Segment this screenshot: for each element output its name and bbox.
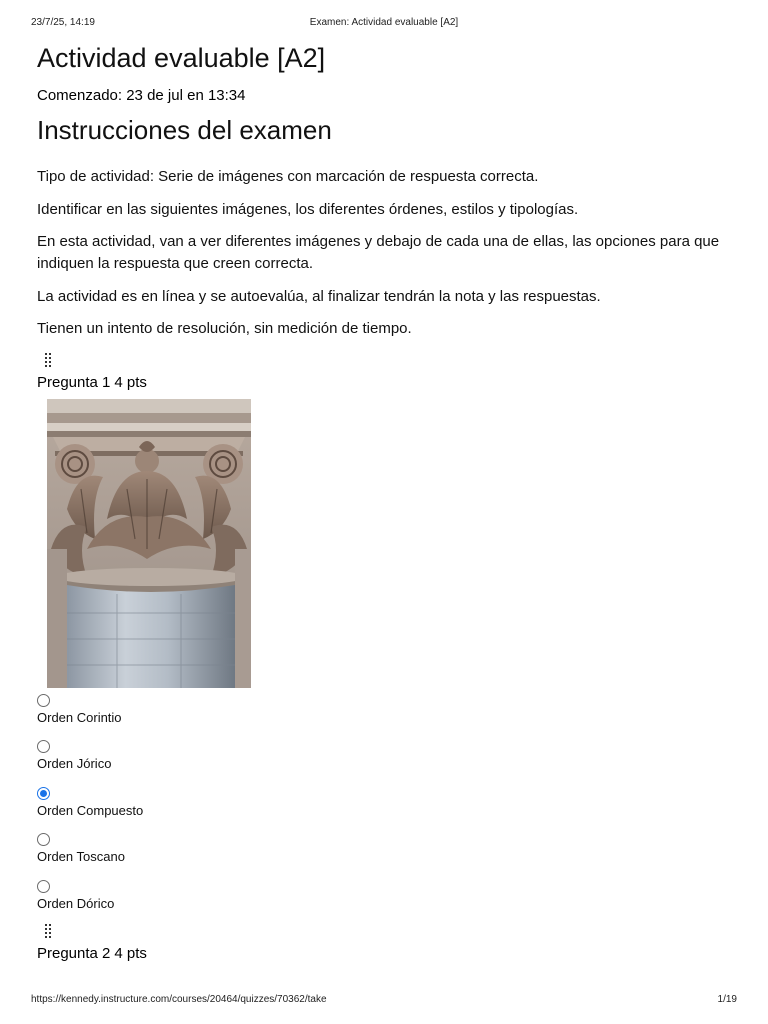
answer-label: Orden Jórico <box>37 756 112 771</box>
quiz-title: Actividad evaluable [A2] <box>37 43 326 73</box>
answer-option <box>37 880 727 927</box>
answer-option <box>37 833 727 880</box>
corinthian-capital-image <box>47 399 251 688</box>
drag-handle-icon[interactable] <box>39 922 59 942</box>
instructions-body <box>37 166 727 340</box>
question-header <box>37 944 727 964</box>
answer-label: Orden Dórico <box>37 895 115 911</box>
question-points: 4 pts <box>114 373 147 391</box>
answer-radio-corintio[interactable] <box>37 694 50 707</box>
print-url: https://kennedy.instructure.com/courses/20464/quizzes/70362/take <box>31 994 327 1005</box>
instruction-paragraph: Identificar en las siguientes imágenes, los diferentes órdenes, estilos y tipologías. <box>37 200 579 218</box>
answer-label: Orden Toscano <box>37 849 125 864</box>
quiz-started-time: Comenzado: 23 de jul en 13:34 <box>37 87 246 104</box>
question-number: Pregunta 1 <box>37 373 111 391</box>
question-number: Pregunta 2 <box>37 945 111 962</box>
answer-label: Orden Corintio <box>37 709 122 725</box>
question-header <box>37 373 727 393</box>
answer-option <box>37 787 727 834</box>
question-2 <box>37 922 727 964</box>
answer-option <box>37 694 727 741</box>
answer-radio-toscano[interactable] <box>37 833 50 846</box>
answer-radio-compuesto[interactable] <box>37 787 50 800</box>
instruction-paragraph: La actividad es en línea y se autoevalúa, al finalizar tendrán la nota y las respuestas. <box>37 287 601 305</box>
drag-handle-icon[interactable] <box>39 351 59 371</box>
answer-option <box>37 740 727 787</box>
answer-label: Orden Compuesto <box>37 802 144 818</box>
print-header <box>0 17 768 31</box>
print-page-number: 1/19 <box>717 994 737 1005</box>
question-points: 4 pts <box>114 945 147 962</box>
question-1 <box>37 351 727 927</box>
instruction-paragraph: En esta actividad, van a ver diferentes imágenes y debajo de cada una de ellas, las opciones para que indiquen la respuesta que creen correcta. <box>37 233 720 272</box>
instructions-title: Instrucciones del examen <box>37 115 332 145</box>
print-footer <box>0 994 768 1008</box>
instruction-paragraph: Tienen un intento de resolución, sin medición de tiempo. <box>37 320 412 337</box>
answer-list <box>37 694 727 927</box>
answer-radio-jorico[interactable] <box>37 740 50 753</box>
print-datetime: 23/7/25, 14:19 <box>31 17 95 28</box>
quiz-content <box>37 40 727 964</box>
print-doc-title: Examen: Actividad evaluable [A2] <box>309 17 459 28</box>
answer-radio-dorico[interactable] <box>37 880 50 893</box>
instruction-paragraph: Tipo de actividad: Serie de imágenes con marcación de respuesta correcta. <box>37 168 539 185</box>
